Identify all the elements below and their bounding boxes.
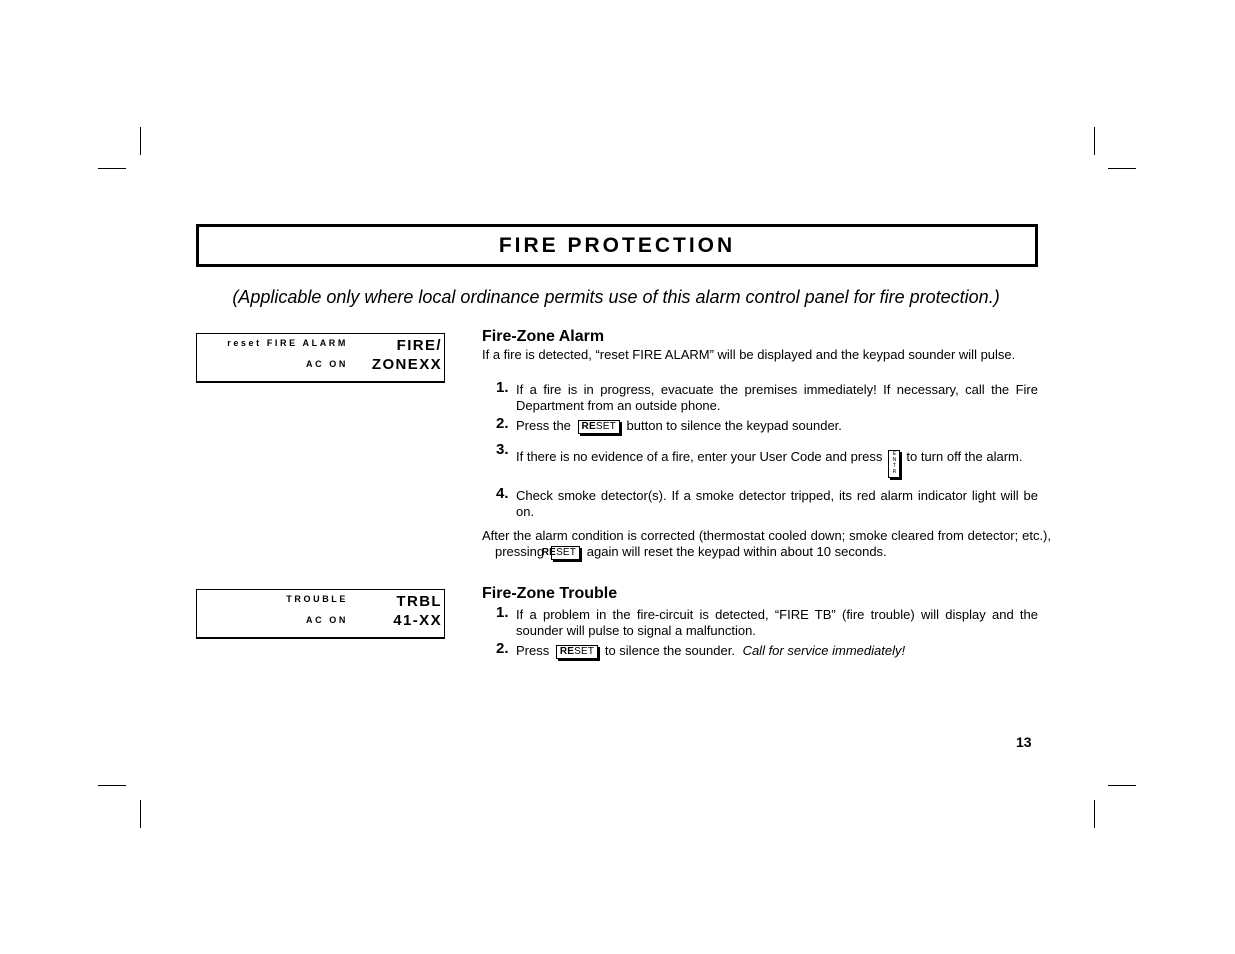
display-line1-big: FIRE/: [396, 337, 442, 354]
step-text-after: to silence the sounder.: [604, 643, 735, 658]
step-1: [496, 379, 1038, 414]
section-heading-fire-trouble: Fire-Zone Trouble: [482, 585, 618, 602]
step-emphasis: Call for service immediately!: [742, 643, 906, 658]
enter-key-icon: E N T R: [888, 450, 900, 478]
step-text-before: Press the: [516, 418, 571, 433]
keypad-display-fire-alarm: [196, 333, 445, 383]
display-line1-small: TROUBLE: [286, 594, 348, 604]
page-title-box: [196, 224, 1038, 267]
fire-alarm-intro: If a fire is detected, “reset FIRE ALARM” will be displayed and the keypad sounder will pulse.: [482, 347, 1016, 362]
fire-alarm-outro: After the alarm condition is corrected (thermostat cooled down; smoke cleared from detector; etc.), pressing RESET again will reset the keypad within about 10 seconds.: [482, 528, 1051, 559]
step-text-after: to turn off the alarm.: [906, 449, 1023, 464]
step-4: [496, 485, 1038, 520]
step-text-before: If there is no evidence of a fire, enter your User Code and press: [516, 449, 883, 464]
crop-mark: [98, 168, 126, 169]
step-text: If a fire is in progress, evacuate the premises immediately! If necessary, call the Fire Department from an outside phone.: [516, 382, 1038, 413]
page-title: FIRE PROTECTION: [498, 233, 736, 257]
step-text-after: button to silence the keypad sounder.: [626, 418, 842, 433]
trouble-step-1: [496, 604, 1038, 639]
page-subtitle: (Applicable only where local ordinance permits use of this alarm control panel for fire protection.): [232, 287, 1000, 307]
crop-mark: [98, 785, 126, 786]
display-line2-big: 41-XX: [393, 612, 442, 629]
display-line2-big: ZONEXX: [371, 356, 442, 373]
crop-mark: [1108, 785, 1136, 786]
page-number: 13: [1016, 734, 1032, 750]
step-number: 3.: [496, 441, 509, 458]
display-line1-small: reset FIRE ALARM: [227, 338, 348, 348]
step-3: [496, 441, 1038, 478]
step-text-before: Press: [516, 643, 550, 658]
crop-mark: [140, 800, 141, 828]
reset-key-icon: RESET: [551, 546, 580, 560]
step-text: If a problem in the fire-circuit is detected, “FIRE TB” (fire trouble) will display and the sounder will pulse to signal a malfunction.: [516, 607, 1038, 638]
step-number: 1.: [496, 604, 509, 621]
display-line2-small: AC ON: [306, 615, 348, 625]
crop-mark: [1108, 168, 1136, 169]
display-line2-small: AC ON: [306, 359, 348, 369]
keypad-display-trouble: [196, 589, 445, 639]
display-line1-big: TRBL: [396, 593, 442, 610]
step-number: 4.: [496, 485, 509, 502]
crop-mark: [140, 127, 141, 155]
step-number: 1.: [496, 379, 509, 396]
step-2: [496, 415, 1038, 434]
step-number: 2.: [496, 415, 509, 432]
reset-key-icon: RESET: [578, 420, 620, 434]
section-heading-fire-alarm: Fire-Zone Alarm: [482, 328, 605, 345]
crop-mark: [1094, 127, 1095, 155]
step-text: Check smoke detector(s). If a smoke detector tripped, its red alarm indicator light will be on.: [516, 488, 1038, 519]
reset-key-icon: RESET: [556, 645, 598, 659]
crop-mark: [1094, 800, 1095, 828]
trouble-step-2: [496, 640, 1038, 659]
step-number: 2.: [496, 640, 509, 657]
